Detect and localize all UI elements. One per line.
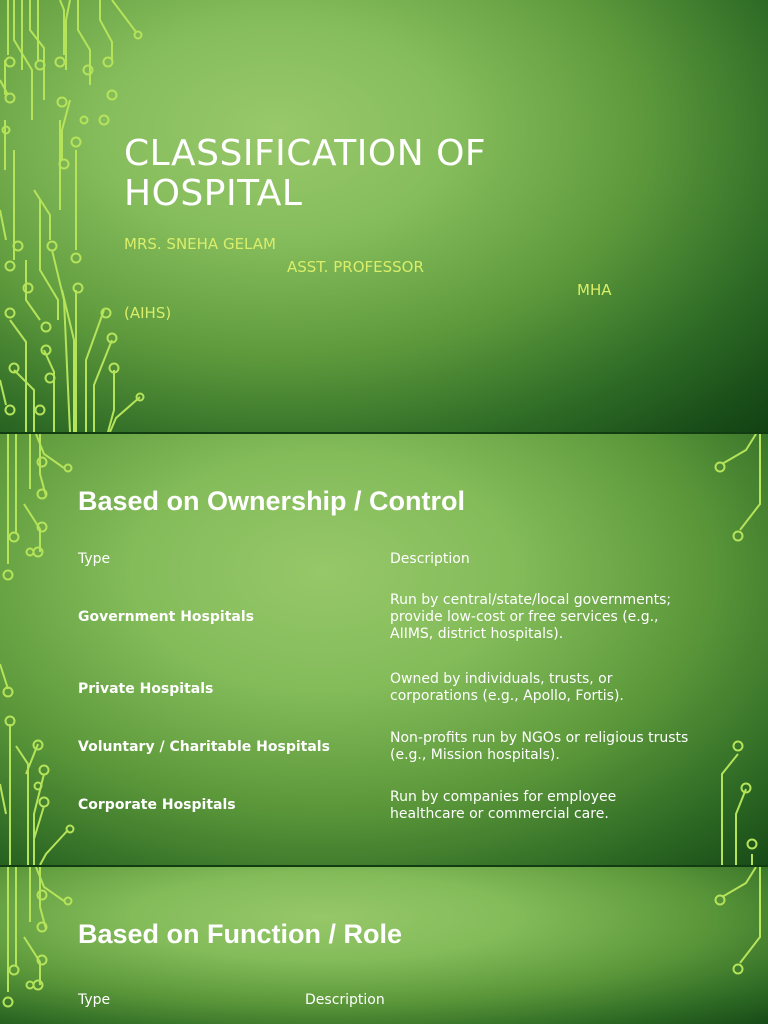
row-desc-government: Run by central/state/local governments; provide low-cost or free services (e.g., AIIMS, district hospitals). — [390, 592, 672, 642]
author-name: MRS. SNEHA GELAM — [124, 235, 276, 253]
title-line-1: CLASSIFICATION OF — [124, 133, 487, 174]
column-header-type: Type — [78, 551, 111, 567]
column-header-type: Type — [78, 992, 111, 1008]
row-desc-corporate: Run by companies for employee healthcare or commercial care. — [390, 789, 617, 822]
slide-heading: Based on Function / Role — [78, 919, 403, 949]
row-desc-voluntary: Non-profits run by NGOs or religious trusts (e.g., Mission hospitals). — [390, 730, 689, 763]
title-slide — [0, 0, 768, 432]
author-department: MHA — [577, 281, 612, 299]
row-type-government: Government Hospitals — [78, 609, 254, 625]
row-type-voluntary: Voluntary / Charitable Hospitals — [78, 739, 330, 755]
slide-background — [0, 0, 768, 432]
ownership-slide — [0, 434, 768, 865]
row-type-private: Private Hospitals — [78, 681, 214, 697]
column-header-description: Description — [390, 551, 470, 567]
column-header-description: Description — [305, 992, 385, 1008]
author-institute: (AIHS) — [124, 304, 172, 322]
row-desc-private: Owned by individuals, trusts, or corporations (e.g., Apollo, Fortis). — [390, 671, 624, 704]
author-designation: ASST. PROFESSOR — [287, 258, 424, 276]
slide-heading: Based on Ownership / Control — [78, 486, 466, 516]
presentation-title — [124, 134, 584, 214]
row-type-corporate: Corporate Hospitals — [78, 797, 236, 813]
function-slide — [0, 867, 768, 1024]
title-line-2: HOSPITAL — [124, 173, 303, 214]
